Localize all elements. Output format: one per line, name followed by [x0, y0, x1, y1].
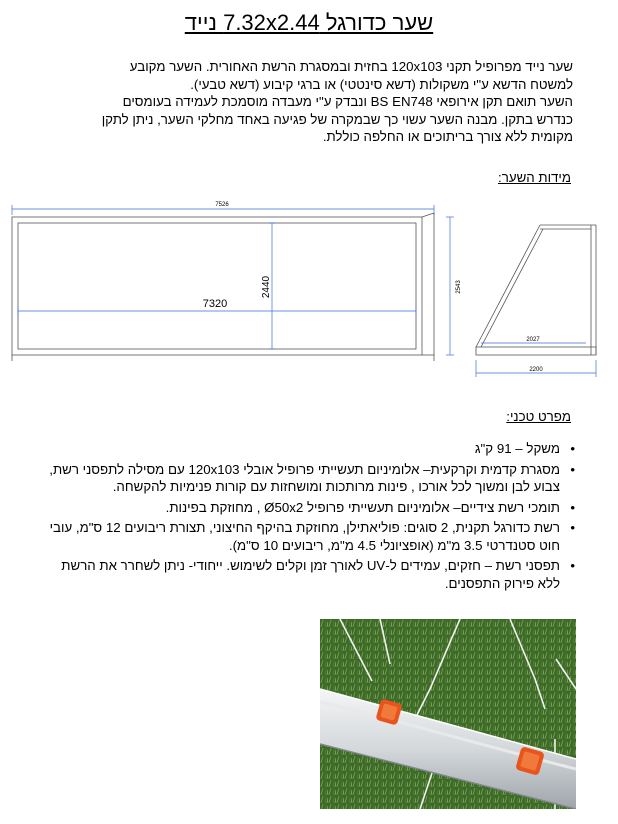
- spec-text: מסגרת קדמית וקרקעית– אלומיניום תעשייתי פרופיל אובלי 120x103 עם מסילה לתפסני רשת, צבוע לבן ומשוך לכל אורכו , פינות מרותכות ומושחזות עם קורות פנימיות להקשחה.: [49, 461, 560, 494]
- list-item: [40, 440, 580, 458]
- front-view: [12, 205, 454, 361]
- list-item: [40, 461, 580, 496]
- dimension-inner-height: 2440: [261, 275, 272, 299]
- dimension-overall-height: 2543: [456, 280, 462, 294]
- intro-line: כנדרש בתקן. מבנה השער עשוי כך שבמקרה של פגיעה באחד מחלקי השער, ניתן לתקן: [101, 111, 573, 127]
- list-item: [40, 499, 580, 517]
- bullet-icon: •: [570, 499, 575, 515]
- page-title: שער כדורגל 7.32x2.44 נייד: [184, 10, 434, 35]
- side-view: [476, 225, 596, 377]
- spec-text: רשת כדורגל תקנית, 2 סוגים: פוליאתילן, מחוזקת בהיקף החיצוני, תצורת ריבועים 12 ס"מ, עובי חוט סטנדרטי 3.5 מ"מ (אופציונלי 4.5 מ"מ, ריבועים 10 ס"מ).: [49, 520, 560, 553]
- goal-dimension-drawing: [0, 195, 618, 385]
- dimensions-heading: מידות השער:: [498, 170, 571, 185]
- dimension-inner-width: 7320: [202, 298, 228, 310]
- spec-list: [40, 440, 580, 595]
- spec-text: משקל – 91 ק"ג: [474, 441, 560, 456]
- bullet-icon: •: [570, 441, 575, 456]
- list-item: [40, 557, 580, 592]
- dimension-side-base: 2027: [526, 337, 540, 343]
- bullet-icon: •: [570, 461, 575, 477]
- spec-heading: מפרט טכני:: [506, 409, 571, 424]
- list-item: [40, 519, 580, 554]
- intro-line: מקומית ללא צורך בריתוכים או החלפה כוללת.: [322, 129, 573, 144]
- intro-paragraph: [43, 58, 573, 146]
- dimension-overall-width: 7526: [215, 202, 229, 208]
- dimension-side-overall: 2200: [529, 367, 543, 373]
- grass-photo-illustration: [320, 619, 576, 809]
- intro-line: למשטח הדשא ע"י משקולות (דשא סינטטי) או ברגי קיבוע (דשא טבעי).: [190, 76, 573, 92]
- bullet-icon: •: [570, 558, 575, 573]
- bullet-icon: •: [570, 520, 575, 535]
- net-clip-photo: [320, 619, 576, 809]
- spec-text: תומכי רשת צידיים– אלומיניום תעשייתי פרופיל Ø50x2 , מחוזקת בפינות.: [165, 499, 560, 515]
- intro-line: השער תואם תקן אירופאי BS EN748 ונבדק ע"י מעבדה מוסמכת לעמידה בעומסים: [122, 94, 573, 109]
- spec-text: תפסני רשת – חזקים, עמידים ל-UV לאורך זמן וקלים לשימוש. ייחודי- ניתן לשחרר את הרשת ללא פירוק התפסנים.: [61, 558, 560, 591]
- intro-line: שער נייד מפרופיל תקני 120x103 בחזית ובמסגרת הרשת האחורית. השער מקובע: [129, 59, 573, 74]
